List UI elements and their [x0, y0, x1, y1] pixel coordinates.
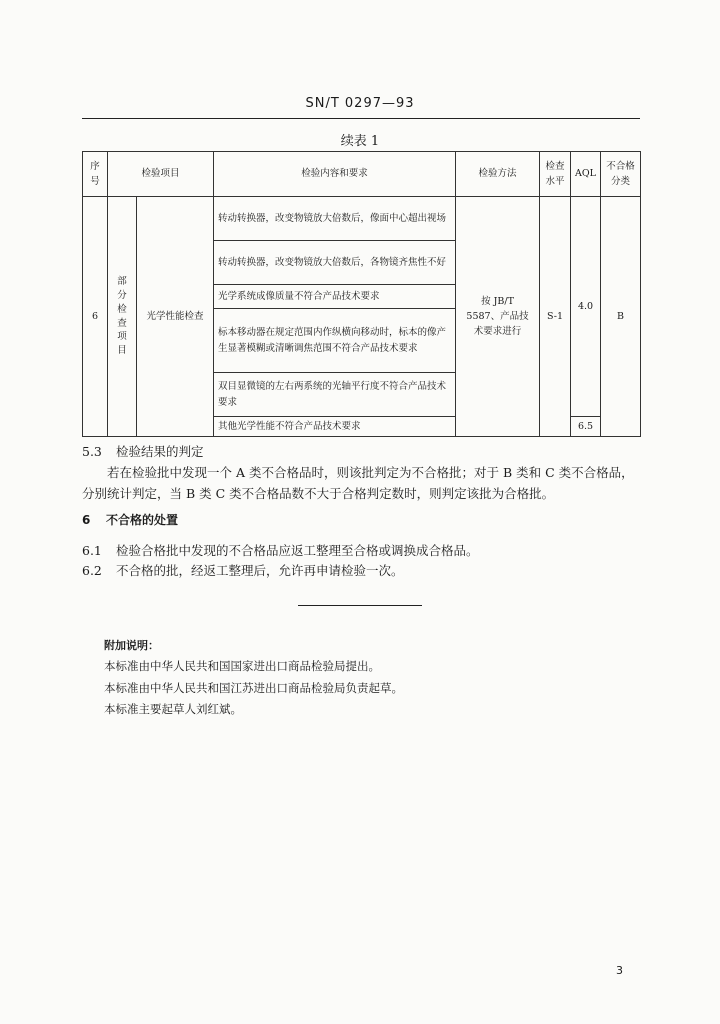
cell-aql-last: 6.5 [571, 417, 601, 437]
cell-content: 转动转换器，改变物镜放大倍数后，像面中心超出视场 [214, 197, 456, 241]
cell-aql-main: 4.0 [571, 197, 601, 417]
table-header-row [83, 152, 641, 197]
notes-line: 本标准主要起草人刘红斌。 [104, 701, 242, 716]
cell-class: B [601, 197, 641, 437]
cell-seq: 6 [83, 197, 108, 437]
table-caption: 续表 1 [340, 134, 380, 149]
header-class: 不合格分类 [601, 152, 641, 197]
section-6-1 [82, 540, 479, 561]
cell-content: 双目显微镜的左右两系统的光轴平行度不符合产品技术要求 [214, 373, 456, 417]
header-seq: 序号 [83, 152, 108, 197]
table-row [83, 197, 641, 241]
section-title: 检验结果的判定 [116, 444, 204, 459]
cell-level: S-1 [540, 197, 571, 437]
cell-category: 部分检查项目 [108, 197, 137, 437]
inspection-table [82, 151, 641, 437]
section-5-3-text: 若在检验批中发现一个 A 类不合格品时，则该批判定为不合格批；对于 B 类和 C 类不合格品，分别统计判定，当 B 类 C 类不合格品数不大于合格判定数时，则判定该批为合格批。 [82, 465, 634, 502]
section-text: 检验合格批中发现的不合格品应返工整理至合格或调换成合格品。 [116, 543, 479, 558]
section-number: 5.3 [82, 444, 102, 459]
notes-line: 本标准由中华人民共和国江苏进出口商品检验局负责起草。 [104, 680, 403, 695]
cell-content: 光学系统成像质量不符合产品技术要求 [214, 285, 456, 309]
notes-line: 本标准由中华人民共和国国家进出口商品检验局提出。 [104, 659, 380, 674]
cell-item: 光学性能检查 [137, 197, 214, 437]
additional-notes [104, 636, 403, 720]
header-item: 检验项目 [108, 152, 214, 197]
standard-code: SN/T 0297—93 [305, 96, 415, 111]
section-6-2 [82, 560, 404, 581]
page-number: 3 [616, 964, 623, 977]
cell-content: 转动转换器，改变物镜放大倍数后，各物镜齐焦性不好 [214, 241, 456, 285]
cell-content: 其他光学性能不符合产品技术要求 [214, 417, 456, 437]
section-number: 6.1 [82, 543, 102, 558]
notes-title: 附加说明： [104, 639, 159, 652]
section-title: 不合格的处置 [106, 513, 179, 527]
header-aql: AQL [571, 152, 601, 197]
header-method: 检验方法 [456, 152, 540, 197]
section-6-heading [82, 510, 178, 530]
header-level: 检查水平 [540, 152, 571, 197]
header-content: 检验内容和要求 [214, 152, 456, 197]
section-number: 6 [82, 513, 91, 527]
cell-content: 标本移动器在规定范围内作纵横向移动时，标本的像产生显著模糊或清晰调焦范围不符合产品技术要求 [214, 309, 456, 373]
cell-method: 按 JB/T 5587、产品技术要求进行 [456, 197, 540, 437]
section-5-3-heading [82, 441, 204, 462]
section-number: 6.2 [82, 563, 102, 578]
end-divider [298, 605, 422, 606]
header-rule [82, 118, 640, 119]
section-text: 不合格的批，经返工整理后，允许再申请检验一次。 [116, 563, 404, 578]
